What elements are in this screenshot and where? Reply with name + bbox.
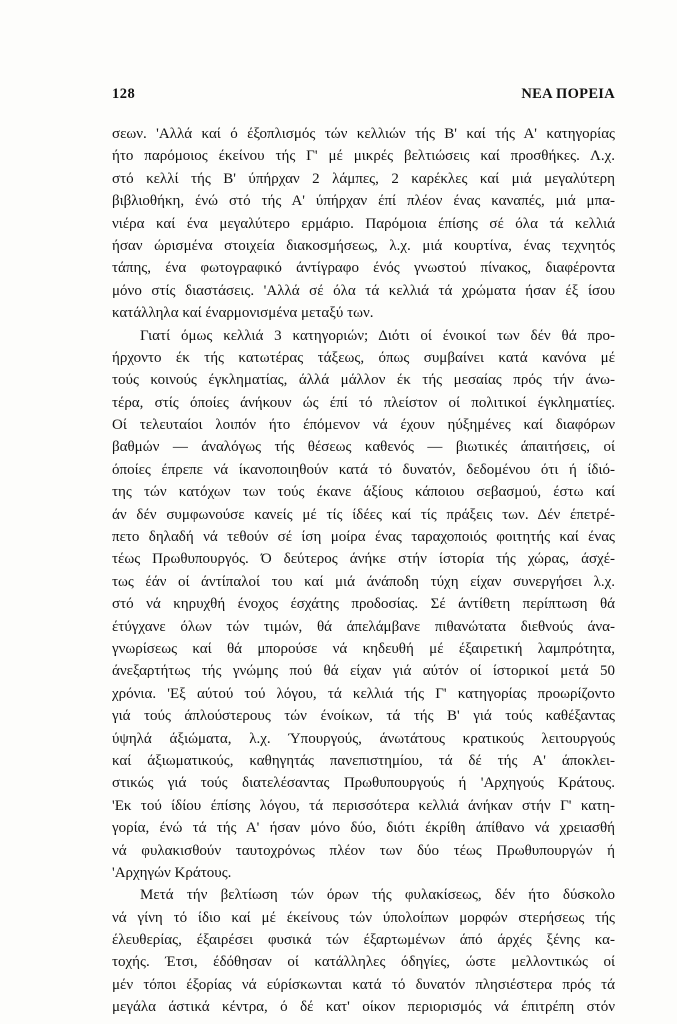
text-line: νιέρα καί ένα μεγαλύτερο ερμάριο. Παρόμοια έπίσης σέ όλα τά κελλιά (112, 215, 615, 232)
text-line: νά γίνη τό ίδιο καί μέ έκείνους τών ύπολοίπων μορφών στερήσεως τής (112, 909, 615, 926)
paragraph (112, 325, 615, 885)
text-line: στό νά κηρυχθή ένοχος έσχάτης προδοσίας. Σέ άντίθετη περίπτωση θά (112, 596, 615, 613)
text-line: κατάλληλα καί έναρμονισμένα μεταξύ των. (112, 305, 374, 322)
text-line: στικώς γιά τούς διατελέσαντας Πρωθυπουργούς ή 'Αρχηγούς Κράτους. (112, 775, 615, 792)
text-line: 'Εκ τού ίδίου έπίσης λόγου, τά περισσότερα κελλιά άνήκαν στήν Γ' κατη- (112, 797, 615, 814)
text-line: μέν τόποι έξορίας νά εύρίσκωνται κατά τό δυνατόν πλησιέστερα πρός τά (112, 976, 615, 993)
page-header (112, 86, 615, 106)
text-line: άνεξαρτήτως τής γνώμης πού θά είχαν γιά αύτόν οί ίστορικοί μετά 50 (112, 663, 615, 680)
text-line: γιά τούς άπλούστερους τών ένοίκων, τά τής Β' γιά τούς καθέξαντας (112, 708, 615, 725)
paragraph (112, 123, 615, 325)
text-line: όποίες έπρεπε νά ίκανοποιηθούν κατά τό δυνατόν, δεδομένου ότι ή ίδιό- (112, 461, 615, 478)
text-line: στό κελλί τής Β' ύπήρχαν 2 λάμπες, 2 καρέκλες καί μιά μεγαλύτερη (112, 170, 615, 187)
text-line: μεγάλα άστικά κέντρα, ό δέ κατ' οίκον περιορισμός νά έπιτρέπη στόν (112, 999, 615, 1016)
text-line: νά φυλακισθούν ταυτοχρόνως πλέον των δύο τέως Πρωθυπουργών ή (112, 842, 615, 859)
text-line: βιβλιοθήκη, ένώ στό τής Α' ύπήρχαν έπί πλέον ένας καναπές, μιά μπα- (112, 193, 615, 210)
text-line: ήσαν ώρισμένα στοιχεία διακοσμήσεως, λ.χ. μιά κουρτίνα, ένας τεχνητός (112, 237, 615, 254)
text-line: Μετά τήν βελτίωση τών όρων τής φυλακίσεως, δέν ήτο δύσκολο (140, 887, 615, 904)
text-line: καί άξιωματικούς, καθηγητάς πανεπιστημίου, τά δέ τής Α' άποκλει- (112, 752, 615, 769)
text-line: σεων. 'Αλλά καί ό έξοπλισμός τών κελλιών τής Β' καί τής Α' κατηγορίας (112, 126, 615, 142)
text-line: Οί τελευταίοι λοιπόν ήτο έπόμενον νά έχουν ηύξημένες καί διαφόρων (112, 417, 615, 434)
text-line: τέως Πρωθυπουργός. Ό δεύτερος άνήκε στήν ίστορία τής χώρας, άσχέ- (112, 551, 615, 568)
text-line: βαθμών — άναλόγως τής θέσεως καθενός — βιωτικές άπαιτήσεις, οί (112, 439, 615, 456)
text-line: γορία, ένώ τά τής Α' ήσαν μόνο δύο, διότι έκρίθη άπίθανο νά χρειασθή (112, 820, 615, 837)
text-line: έλευθερίας, έξαιρέσει φυσικά τών έξαρτωμένων άπό άρχές ξένης κα- (112, 932, 615, 949)
text-line: τοχής. Έτσι, έδόθησαν οί κατάλληλες όδηγίες, ώστε μελλοντικώς οί (112, 954, 615, 971)
text-line: τάπης, ένα φωτογραφικό άντίγραφο ένός γνωστού πίνακος, διαφέροντα (112, 260, 615, 277)
page-number: 128 (112, 86, 136, 102)
text-line: ήρχοντο έκ τής κατωτέρας τάξεως, όπως συμβαίνει κατά κανόνα μέ (112, 349, 615, 366)
text-line: ήτο παρόμοιος έκείνου τής Γ' μέ μικρές βελτιώσεις καί προσθήκες. Λ.χ. (112, 148, 615, 165)
body-text (112, 123, 615, 1019)
text-line: χρόνια. 'Εξ αύτού τού λόγου, τά κελλιά τής Γ' κατηγορίας προωρίζοντο (112, 685, 615, 702)
text-line: ύψηλά άξιώματα, λ.χ. Ύπουργούς, άνωτάτους κρατικούς λειτουργούς (112, 730, 615, 747)
text-line: άν δέν συμφωνούσε κανείς μέ τίς ίδέες καί τίς πράξεις των. Δέν έπετρέ- (112, 506, 615, 523)
text-line: τως έάν οί άντίπαλοί του καί μιά άνάποδη τύχη είχαν συνεργήσει λ.χ. (112, 573, 615, 590)
text-line: 'Αρχηγών Κράτους. (112, 864, 232, 881)
text-line: έτύγχανε όλων τών τιμών, θά άπελάμβανε πιθανώτατα διεθνούς άνα- (112, 618, 615, 635)
text-line: μόνο στίς διαστάσεις. 'Αλλά σέ όλα τά κελλιά τά χρώματα ήσαν έξ ίσου (112, 282, 615, 299)
text-line: γνωρίσεως καί θά μπορούσε νά κηδευθή μέ έξαιρετική λαμπρότητα, (112, 640, 615, 657)
text-line: πετο δηλαδή νά τεθούν σέ ίση μοίρα ένας ταραχοποιός φοιτητής καί ένας (112, 529, 615, 546)
text-line: Γιατί όμως κελλιά 3 κατηγοριών; Διότι οί ένοικοί των δέν θά προ- (140, 327, 615, 344)
text-line: τούς κοινούς έγκληματίας, άλλά μάλλον έκ τής μεσαίας πρός τήν άνω- (112, 372, 615, 389)
paragraph (112, 884, 615, 1018)
text-line: τέρα, στίς όποίες άνήκουν ώς έπί τό πλείστον οί πολιτικοί έγκληματίες. (112, 394, 615, 411)
running-head: ΝΕΑ ΠΟΡΕΙΑ (521, 86, 615, 102)
text-line: της τών κατόχων των τούς έκανε άξίους κάποιου σεβασμού, έστω καί (112, 484, 615, 501)
